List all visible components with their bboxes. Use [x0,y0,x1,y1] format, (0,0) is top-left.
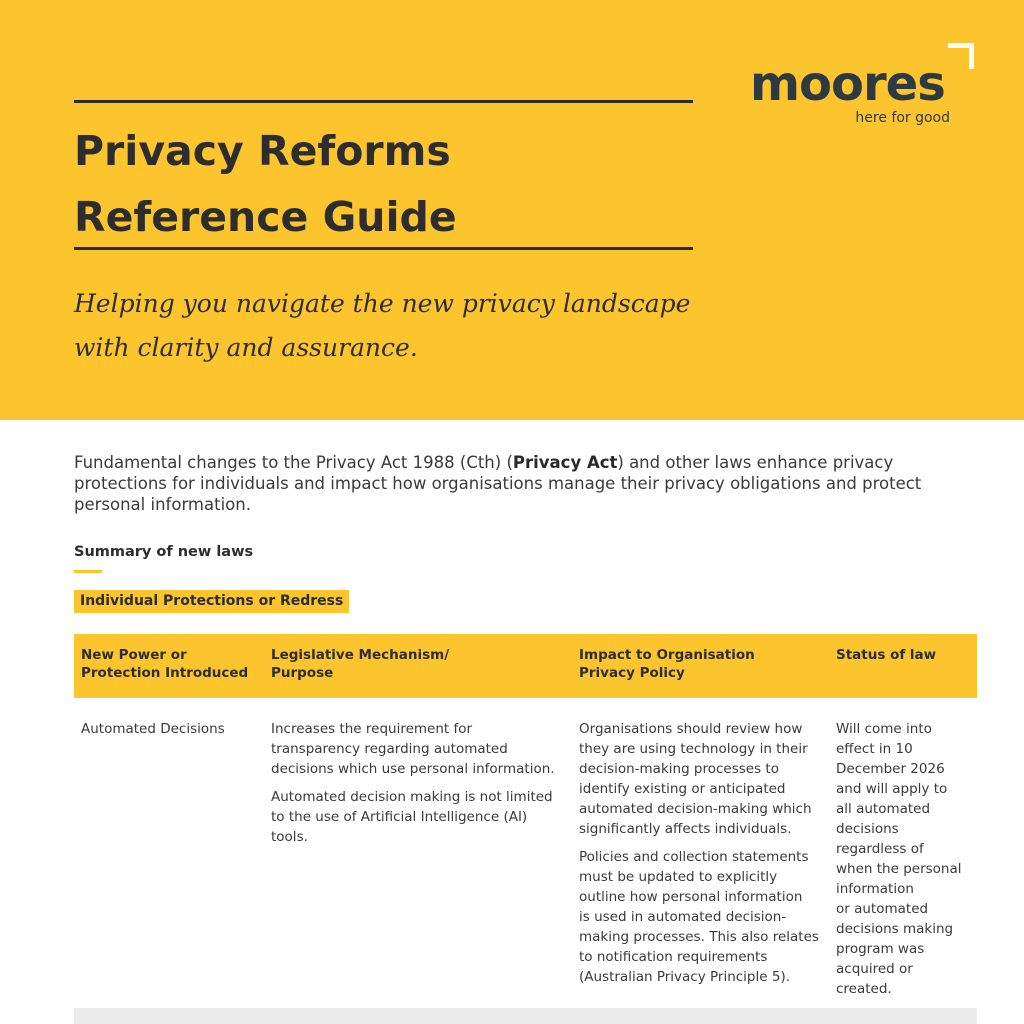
cell-line: Organisations should review how [579,721,803,737]
cell-status [836,719,962,999]
cell-line: regardless of [836,841,924,857]
cell-line: when the personal [836,861,962,877]
cell-line: program was [836,941,925,957]
header-line: Protection Introduced [81,665,249,681]
cell-impact [579,719,819,987]
column-header-mechanism [271,646,449,682]
cell-line: Automated decision making is not limited [271,789,553,805]
cell-line: must be updated to explicitly [579,869,778,885]
intro-text-start: Fundamental changes to the Privacy Act 1988 (Cth) ( [74,453,513,472]
header-line: Status of law [836,647,937,663]
column-header-impact [579,646,755,682]
cell-line: all automated [836,801,931,817]
cell-line: acquired or [836,961,913,977]
cell-power [81,719,225,739]
cell-text: Automated Decisions [81,721,225,737]
cell-line: transparency regarding automated [271,741,508,757]
summary-heading: Summary of new laws [74,544,254,560]
cell-line: they are using technology in their [579,741,808,757]
cell-line: automated decision-making which [579,801,812,817]
intro-paragraph [74,452,964,515]
cell-line: is used in automated decision- [579,909,787,925]
table-header [74,634,977,698]
brand-name: moores [750,56,945,112]
page-subtitle [74,282,724,370]
column-header-status [836,646,936,664]
cell-line: decision-making processes to [579,761,779,777]
cell-line: tools. [271,829,308,845]
brand-logo [750,58,980,138]
cell-line: decisions [836,821,899,837]
hero-banner [0,0,1024,420]
page-title [74,118,457,250]
section-underline [74,570,102,573]
brand-tagline: here for good [855,110,950,126]
cell-line: Will come into [836,721,932,737]
subtitle-line: with clarity and assurance. [74,333,418,362]
cell-line: decisions making [836,921,954,937]
cell-line: significantly affects individuals. [579,821,792,837]
header-line: Privacy Policy [579,665,685,681]
intro-text-end: ) and other laws enhance privacy protections for individuals and impact how organisations manage their privacy obligations and protect personal information. [74,453,922,514]
cell-line: information [836,881,914,897]
cell-line: Policies and collection statements [579,849,809,865]
column-header-power [81,646,248,682]
title-line: Privacy Reforms [74,127,451,175]
cell-line: identify existing or anticipated [579,781,786,797]
header-line: Legislative Mechanism/ [271,647,450,663]
cell-line: and will apply to [836,781,948,797]
header-line: Purpose [271,665,334,681]
cell-line: outline how personal information [579,889,803,905]
cell-line: to the use of Artificial Intelligence (AI) [271,809,528,825]
header-line: Impact to Organisation [579,647,755,663]
cell-line: Increases the requirement for [271,721,473,737]
top-divider [74,100,693,103]
cell-mechanism [271,719,555,847]
cell-line: to notification requirements [579,949,768,965]
cell-line: decisions which use personal information. [271,761,555,777]
cell-line: effect in 10 [836,741,913,757]
bottom-divider [74,247,693,250]
header-line: New Power or [81,647,187,663]
cell-line: (Australian Privacy Principle 5). [579,969,790,985]
intro-bold-term: Privacy Act [512,453,618,472]
cell-line: or automated [836,901,929,917]
cell-line: making processes. This also relates [579,929,819,945]
corner-bracket-icon [948,43,974,69]
cell-line: December 2026 [836,761,945,777]
title-line: Reference Guide [74,193,457,241]
subtitle-line: Helping you navigate the new privacy landscape [74,289,691,318]
category-label: Individual Protections or Redress [74,590,349,613]
cell-line: created. [836,981,892,997]
next-row-band [74,1008,977,1024]
